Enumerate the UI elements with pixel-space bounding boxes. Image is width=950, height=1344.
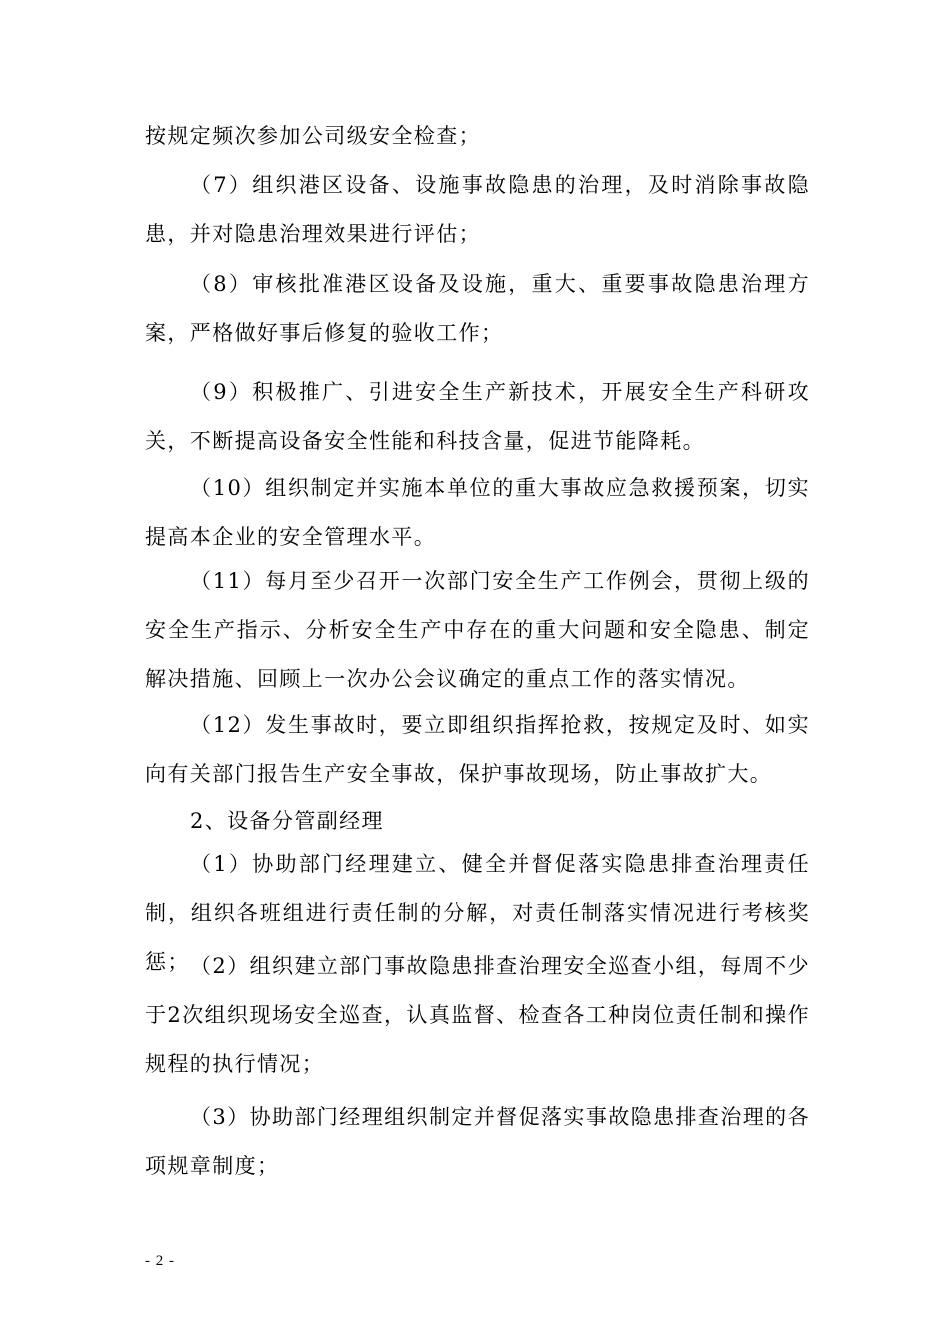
paragraph-item-12: （12）发生事故时，要立即组织指挥抢救，按规定及时、如实向有关部门报告生产安全事故，保护事故现场，防止事故扩大。 [145,713,810,786]
paragraph-item-8: （8）审核批准港区设备及设施，重大、重要事故隐患治理方案，严格做好事后修复的验收工作； [145,272,810,345]
paragraph-sub-item-3: （3）协助部门经理组织制定并督促落实事故隐患排查治理的各项规章制度； [145,1105,810,1178]
paragraph-item-11: （11）每月至少召开一次部门安全生产工作例会，贯彻上级的安全生产指示、分析安全生产中存在的重大问题和安全隐患、制定解决措施、回顾上一次办公会议确定的重点工作的落实情况。 [145,569,810,691]
paragraph-sub-item-2: （2）组织建立部门事故隐患排查治理安全巡查小组，每周不少于2次组织现场安全巡查，认真监督、检查各工种岗位责任制和操作规程的执行情况； [145,954,810,1076]
paragraph-sub-item-1: （1）协助部门经理建立、健全并督促落实隐患排查治理责任制，组织各班组进行责任制的分解，对责任制落实情况进行考核奖惩； [145,852,810,974]
paragraph-item-7: （7）组织港区设备、设施事故隐患的治理，及时消除事故隐患，并对隐患治理效果进行评估； [145,173,810,246]
paragraph-continuation: 按规定频次参加公司级安全检查； [145,124,481,148]
page-number: - 2 - [145,1253,175,1269]
section-heading: 2、设备分管副经理 [190,809,384,833]
paragraph-item-10: （10）组织制定并实施本单位的重大事故应急救援预案，切实提高本企业的安全管理水平。 [145,476,810,549]
paragraph-item-9: （9）积极推广、引进安全生产新技术，开展安全生产科研攻关，不断提高设备安全性能和科技含量，促进节能降耗。 [145,380,810,453]
